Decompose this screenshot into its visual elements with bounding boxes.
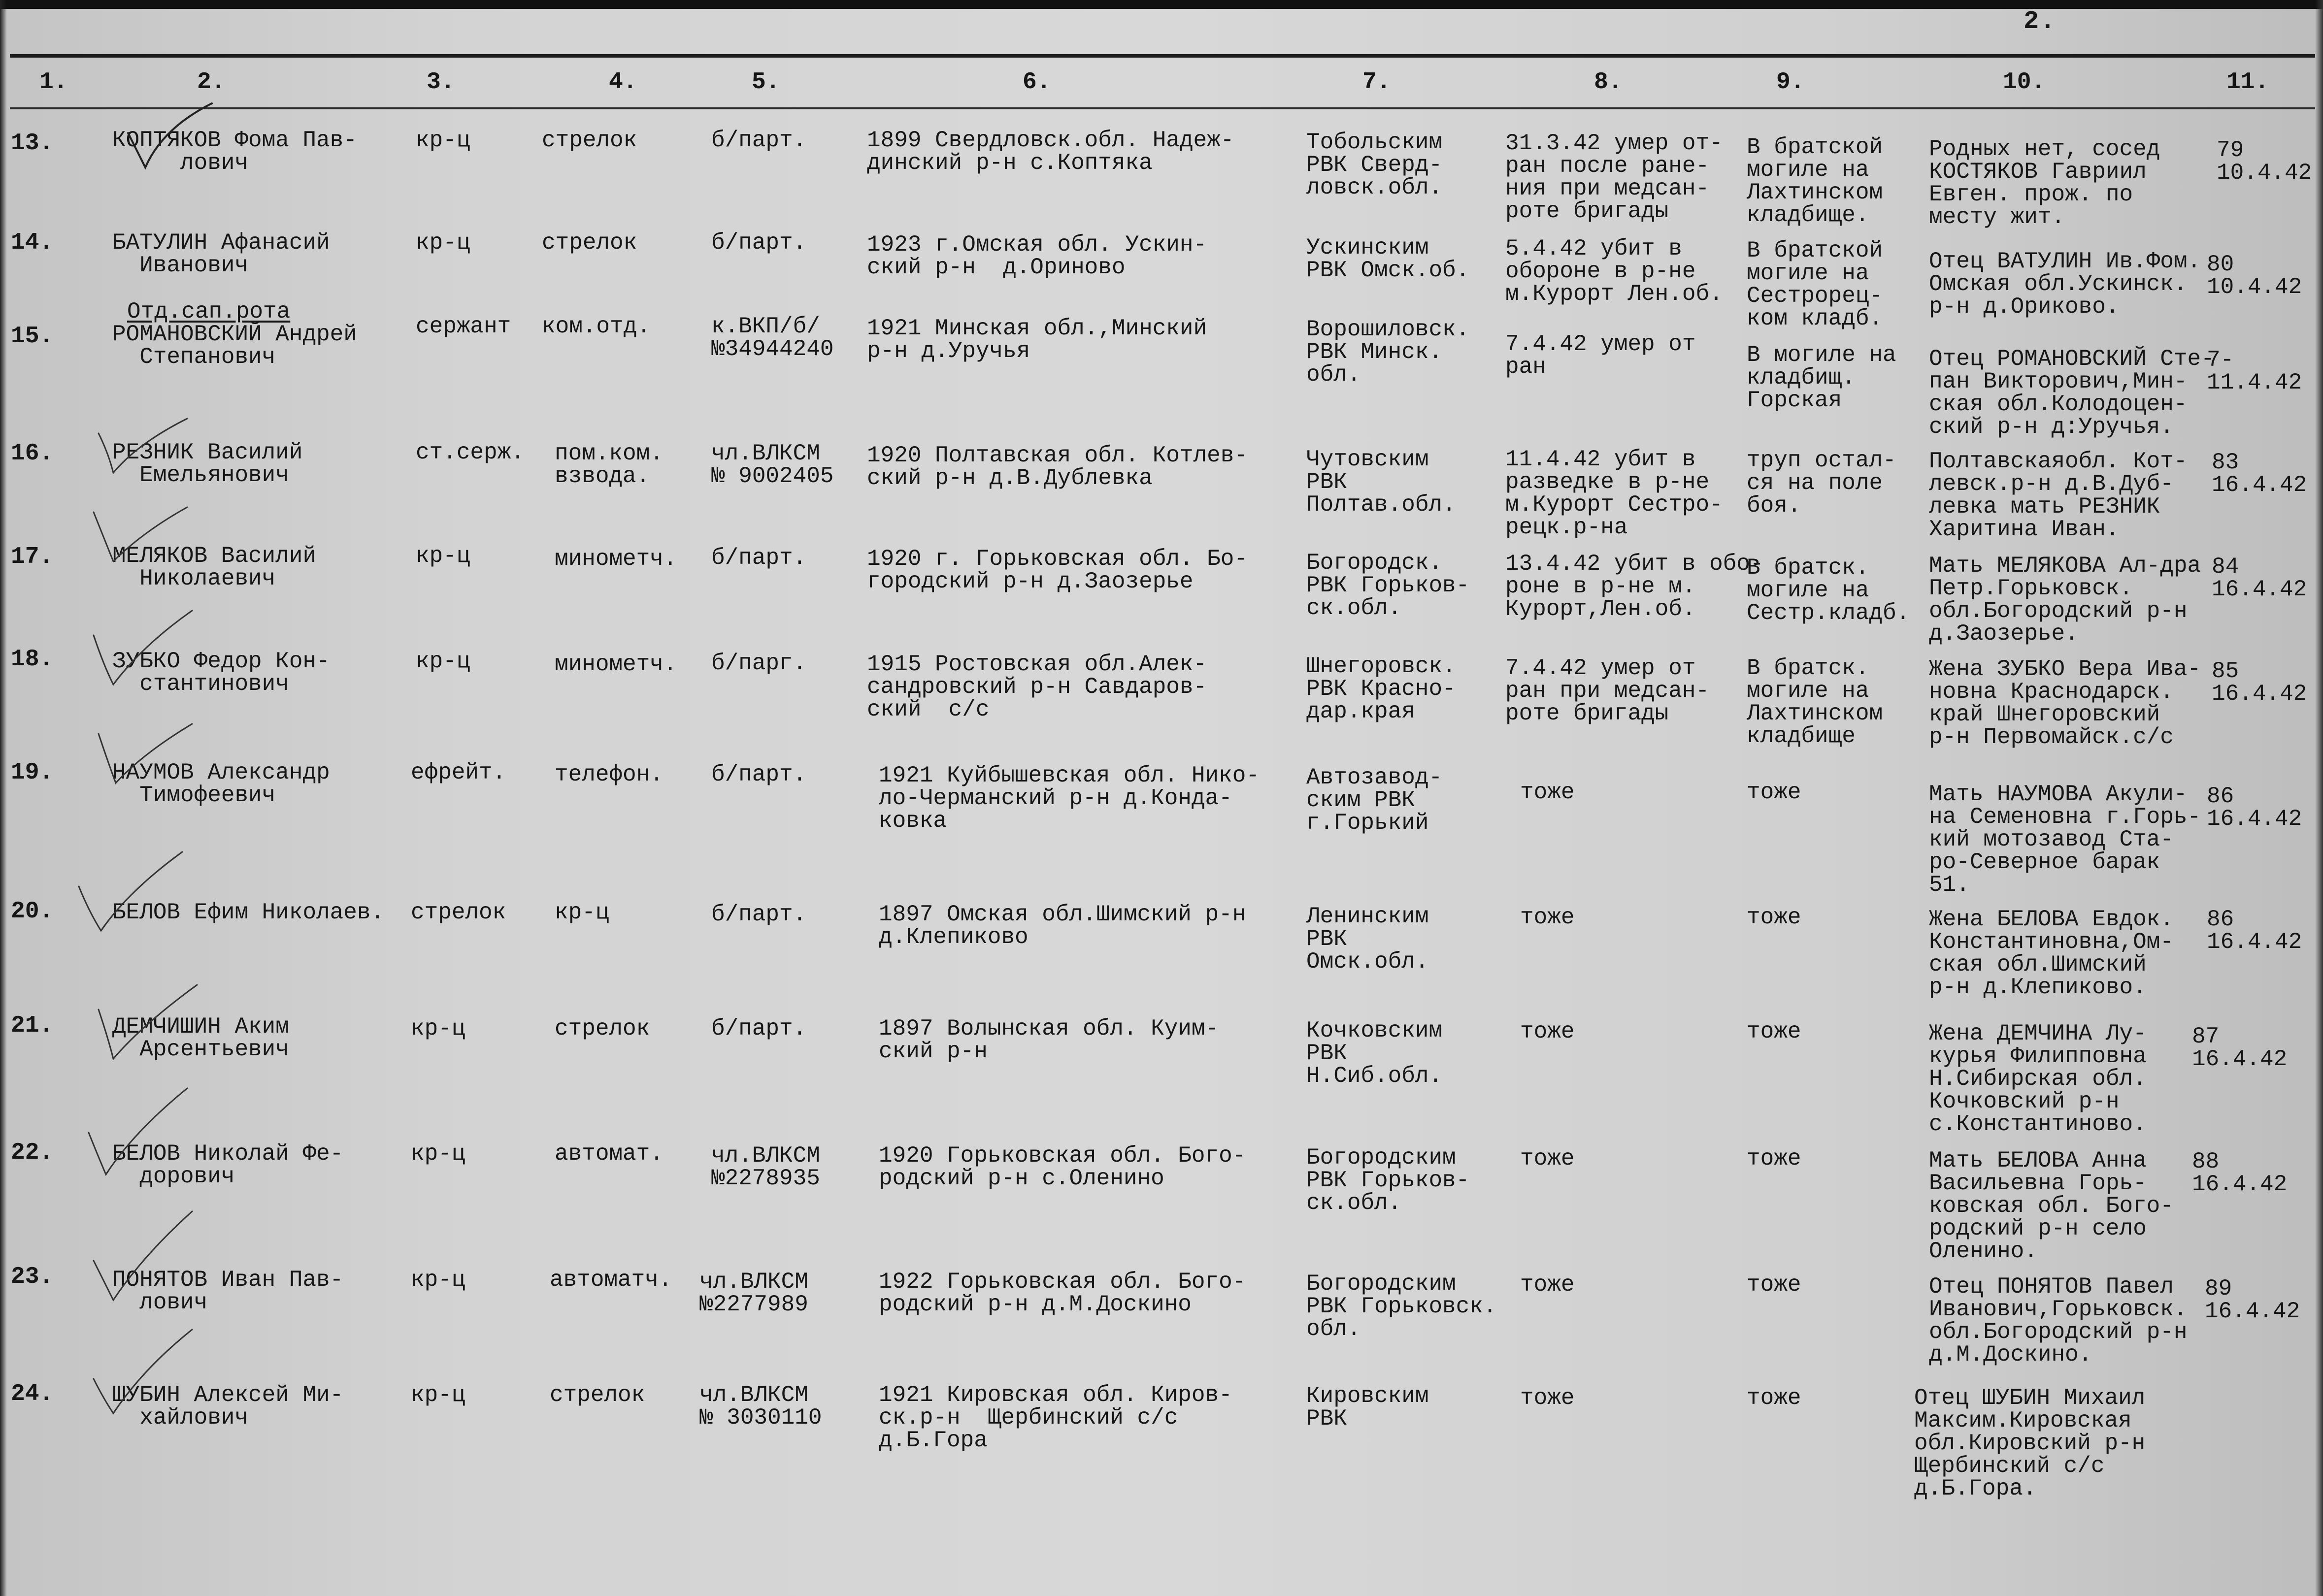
row-rvk: Богородским РВК Горьков- ск.обл. — [1306, 1145, 1470, 1216]
unit-note: Отд.сап.рота — [127, 299, 291, 325]
row-party: к.ВКП/б/ №34944240 — [711, 314, 834, 362]
row-birth: 1920 г. Горьковская обл. Бо- городский р-н д.Заозерье — [867, 546, 1248, 594]
row-birth: 1897 Волынская обл. Куим- ский р-н — [879, 1016, 1219, 1064]
row-rank: кр-ц — [411, 1141, 465, 1167]
row-party: чл.ВЛКСМ № 3030110 — [699, 1382, 822, 1431]
row-relatives: Жена БЕЛОВА Евдок. Константиновна,Ом- ская обл.Шимский р-н д.Клепиково. — [1929, 907, 2174, 1000]
row-number: 21. — [11, 1012, 54, 1039]
row-rank: кр-ц — [416, 128, 470, 153]
header-rule-bottom — [10, 107, 2315, 109]
row-rank: кр-ц — [416, 649, 470, 674]
row-number: 14. — [11, 229, 54, 256]
row-burial: тоже — [1747, 905, 1801, 930]
row-position: телефон. — [555, 762, 664, 787]
column-number-5: 5. — [752, 69, 780, 96]
row-rank: сержант — [416, 314, 511, 339]
row-party: б/парт. — [711, 128, 807, 153]
row-birth: 1897 Омская обл.Шимский р-н д.Клепиково — [879, 902, 1246, 950]
row-ref: 86 16.4.42 — [2207, 907, 2302, 955]
row-relatives: Жена ЗУБКО Вера Ива- новна Краснодарск. край Шнегоровский р-н Первомайск.с/с — [1929, 656, 2201, 750]
row-ref: 87 16.4.42 — [2192, 1024, 2288, 1072]
row-rvk: Тобольским РВК Сверд- ловск.обл. — [1306, 130, 1443, 200]
row-birth: 1921 Минская обл.,Минский р-н д.Уручья — [867, 316, 1207, 364]
header-rule-top — [10, 54, 2315, 58]
row-relatives: Жена ДЕМЧИНА Лу- курья Филипповна Н.Сибирская обл. Кочковский р-н с.Константиново. — [1929, 1021, 2147, 1137]
row-ref: 83 16.4.42 — [2212, 450, 2307, 498]
row-rank: ефрейт. — [411, 760, 506, 785]
row-burial: В братской могиле на Лахтинском кладбище. — [1747, 134, 1883, 228]
column-number-11: 11. — [2226, 69, 2269, 96]
row-ref: 86 16.4.42 — [2207, 783, 2302, 832]
row-name: БЕЛОВ Ефим Николаев. — [112, 900, 385, 925]
row-birth: 1921 Кировская обл. Киров- ск.р-н Щербинский с/с д.Б.Гора — [879, 1382, 1232, 1453]
row-name: БЕЛОВ Николай Фе- дорович — [112, 1141, 344, 1189]
row-burial: тоже — [1747, 1146, 1801, 1172]
row-relatives: Отец ПОНЯТОВ Павел Иванович,Горьковск. обл.Богородский р-н д.М.Доскино. — [1929, 1274, 2188, 1368]
row-number: 22. — [11, 1140, 54, 1166]
row-position: кр-ц — [555, 900, 609, 925]
row-death: тоже — [1520, 1019, 1575, 1044]
row-ref: 80 10.4.42 — [2207, 252, 2302, 300]
column-number-6: 6. — [1023, 69, 1051, 96]
row-birth: 1920 Горьковская обл. Бого- родский р-н с.Оленино — [879, 1143, 1246, 1191]
row-relatives: Мать БЕЛОВА Анна Васильевна Горь- ковская обл. Бого- родский р-н село Оленино. — [1929, 1148, 2174, 1264]
row-number: 18. — [11, 646, 54, 673]
row-number: 24. — [11, 1381, 54, 1407]
row-rvk: Чутовским РВК Полтав.обл. — [1306, 447, 1456, 518]
row-death: 5.4.42 убит в обороне в р-не м.Курорт Лен.об. — [1505, 236, 1723, 307]
row-rank: кр-ц — [411, 1382, 465, 1408]
row-death: тоже — [1520, 1272, 1575, 1298]
row-birth: 1923 г.Омская обл. Ускин- ский р-н д.Ориново — [867, 232, 1207, 280]
row-death: тоже — [1520, 1385, 1575, 1411]
row-relatives: Мать НАУМОВА Акули- на Семеновна г.Горь- кий мотозавод Ста- ро-Северное барак 51. — [1929, 782, 2201, 898]
row-party: чл.ВЛКСМ №2277989 — [699, 1269, 808, 1317]
row-death: 11.4.42 убит в разведке в р-не м.Курорт Сестро- рецк.р-на — [1505, 447, 1723, 540]
row-number: 19. — [11, 759, 54, 786]
page-number: 2. — [2024, 7, 2057, 36]
row-burial: В братск. могиле на Сестр.кладб. — [1747, 555, 1910, 626]
row-rank: кр-ц — [416, 543, 470, 569]
row-number: 16. — [11, 440, 54, 467]
row-ref: 84 16.4.42 — [2212, 554, 2307, 602]
row-relatives: Отец ВАТУЛИН Ив.Фом. Омская обл.Ускинск. р-н д.Ориково. — [1929, 249, 2201, 320]
row-party: б/парт. — [711, 545, 807, 571]
column-number-4: 4. — [609, 69, 637, 96]
row-position: стрелок — [555, 1016, 650, 1042]
check-mark-icon — [74, 847, 187, 941]
row-position: ком.отд. — [542, 314, 651, 339]
row-name: ДЕМЧИШИН Аким Арсентьевич — [112, 1014, 289, 1062]
row-relatives: Отец РОМАНОВСКИЙ Сте- пан Викторович,Мин- ская обл.Колодоцен- ский р-н д:Уручья. — [1929, 346, 2215, 440]
row-party: б/парт. — [711, 230, 807, 256]
row-burial: тоже — [1747, 1019, 1801, 1044]
row-position: стрелок — [542, 230, 637, 256]
row-birth: 1899 Свердловск.обл. Надеж- динский р-н с.Коптяка — [867, 128, 1234, 176]
row-number: 17. — [11, 544, 54, 570]
row-burial: В братск. могиле на Лахтинском кладбище — [1747, 655, 1883, 749]
row-number: 15. — [11, 323, 54, 350]
row-position: минометч. — [555, 546, 677, 572]
row-rank: кр-ц — [416, 230, 470, 256]
row-rvk: Богородским РВК Горьковск. обл. — [1306, 1271, 1497, 1342]
row-name: БАТУЛИН Афанасий Иванович — [112, 230, 330, 278]
row-position: автоматч. — [550, 1267, 672, 1293]
row-rvk: Богородск. РВК Горьков- ск.обл. — [1306, 550, 1470, 621]
row-relatives: Родных нет, сосед КОСТЯКОВ Гавриил Евген. прож. по месту жит. — [1929, 136, 2160, 230]
column-number-2: 2. — [197, 69, 226, 96]
row-ref: 7- 11.4.42 — [2207, 347, 2302, 395]
row-death: 7.4.42 умер от ран — [1505, 331, 1696, 380]
row-rvk: Ворошиловск. РВК Минск. обл. — [1306, 317, 1470, 388]
row-burial: В братской могиле на Сестрорец- ком кладб. — [1747, 238, 1883, 331]
row-rank: кр-ц — [411, 1267, 465, 1293]
row-birth: 1915 Ростовская обл.Алек- сандровский р-н Савдаров- ский с/с — [867, 651, 1207, 722]
row-party: чл.ВЛКСМ №2278935 — [711, 1143, 820, 1191]
row-position: пом.ком. взвода. — [555, 441, 664, 489]
row-position: стрелок — [542, 128, 637, 153]
row-rvk: Шнегоровск. РВК Красно- дар.края — [1306, 653, 1456, 724]
column-number-1: 1. — [39, 69, 68, 96]
row-death: тоже — [1520, 780, 1575, 805]
row-birth: 1920 Полтавская обл. Котлев- ский р-н д.В.Дублевка — [867, 443, 1248, 491]
row-rvk: Ускинским РВК Омск.об. — [1306, 235, 1470, 283]
column-number-8: 8. — [1594, 69, 1623, 96]
row-name: НАУМОВ Александр Тимофеевич — [112, 760, 330, 808]
row-number: 20. — [11, 898, 54, 925]
row-rvk: Автозавод- ским РВК г.Горький — [1306, 765, 1443, 836]
row-burial: тоже — [1747, 1272, 1801, 1298]
column-number-10: 10. — [2003, 69, 2046, 96]
row-burial: тоже — [1747, 780, 1801, 805]
row-name: КОПТЯКОВ Фома Пав- лович — [112, 128, 357, 176]
row-position: стрелок — [550, 1382, 645, 1408]
scan-edge-left — [0, 0, 7, 1596]
row-name: РЕЗНИК Василий Емельянович — [112, 440, 303, 488]
row-position: автомат. — [555, 1141, 664, 1167]
column-number-9: 9. — [1776, 69, 1805, 96]
row-rvk: Ленинским РВК Омск.обл. — [1306, 904, 1429, 975]
scan-edge-top — [0, 0, 2323, 9]
row-rvk: Кочковским РВК Н.Сиб.обл. — [1306, 1018, 1443, 1089]
row-name: МЕЛЯКОВ Василий Николаевич — [112, 543, 317, 591]
row-relatives: Полтавскаяобл. Кот- левск.р-н д.В.Дуб- левка мать РЕЗНИК Харитина Иван. — [1929, 449, 2188, 542]
row-ref: 85 16.4.42 — [2212, 658, 2307, 707]
row-burial: труп остал- ся на поле боя. — [1747, 448, 1896, 519]
row-party: б/парт. — [711, 902, 807, 927]
row-burial: тоже — [1747, 1385, 1801, 1411]
row-rank: ст.серж. — [416, 440, 525, 465]
row-birth: 1921 Куйбышевская обл. Нико- ло-Черманский р-н д.Конда- ковка — [879, 763, 1260, 834]
row-name: РОМАНОВСКИЙ Андрей Степанович — [112, 322, 357, 370]
row-rvk: Кировским РВК — [1306, 1383, 1429, 1432]
row-ref: 79 10.4.42 — [2217, 137, 2312, 186]
row-party: б/парг. — [711, 651, 807, 676]
row-death: тоже — [1520, 905, 1575, 930]
row-rank: кр-ц — [411, 1016, 465, 1042]
row-name: ШУБИН Алексей Ми- хайлович — [112, 1382, 344, 1431]
row-death: тоже — [1520, 1146, 1575, 1172]
row-position: минометч. — [555, 651, 677, 677]
row-ref: 89 16.4.42 — [2205, 1276, 2300, 1324]
row-ref: 88 16.4.42 — [2192, 1149, 2288, 1197]
row-party: б/парт. — [711, 762, 807, 787]
row-birth: 1922 Горьковская обл. Бого- родский р-н д.М.Доскино — [879, 1269, 1246, 1317]
scan-edge-right — [2315, 0, 2323, 1596]
row-death: 13.4.42 убит в обо- роне в р-не м. Курорт,Лен.об. — [1505, 551, 1764, 622]
row-death: 31.3.42 умер от- ран после ране- ния при медсан- роте бригады — [1505, 130, 1723, 224]
row-number: 23. — [11, 1264, 54, 1290]
row-relatives: Мать МЕЛЯКОВА Ал-дра Петр.Горьковск. обл.Богородский р-н д.Заозерье. — [1929, 553, 2201, 647]
row-relatives: Отец ШУБИН Михаил Максим.Кировская обл.Кировский р-н Щербинский с/с д.Б.Гора. — [1914, 1385, 2146, 1501]
row-name: ПОНЯТОВ Иван Пав- лович — [112, 1267, 344, 1315]
row-burial: В могиле на кладбищ. Горская — [1747, 342, 1896, 413]
row-party: б/парт. — [711, 1016, 807, 1042]
row-party: чл.ВЛКСМ № 9002405 — [711, 441, 834, 489]
row-name: ЗУБКО Федор Кон- стантинович — [112, 649, 330, 697]
row-number: 13. — [11, 130, 54, 157]
row-death: 7.4.42 умер от ран при медсан- роте бригады — [1505, 655, 1710, 726]
row-rank: стрелок — [411, 900, 506, 925]
column-number-7: 7. — [1362, 69, 1391, 96]
column-number-3: 3. — [427, 69, 455, 96]
